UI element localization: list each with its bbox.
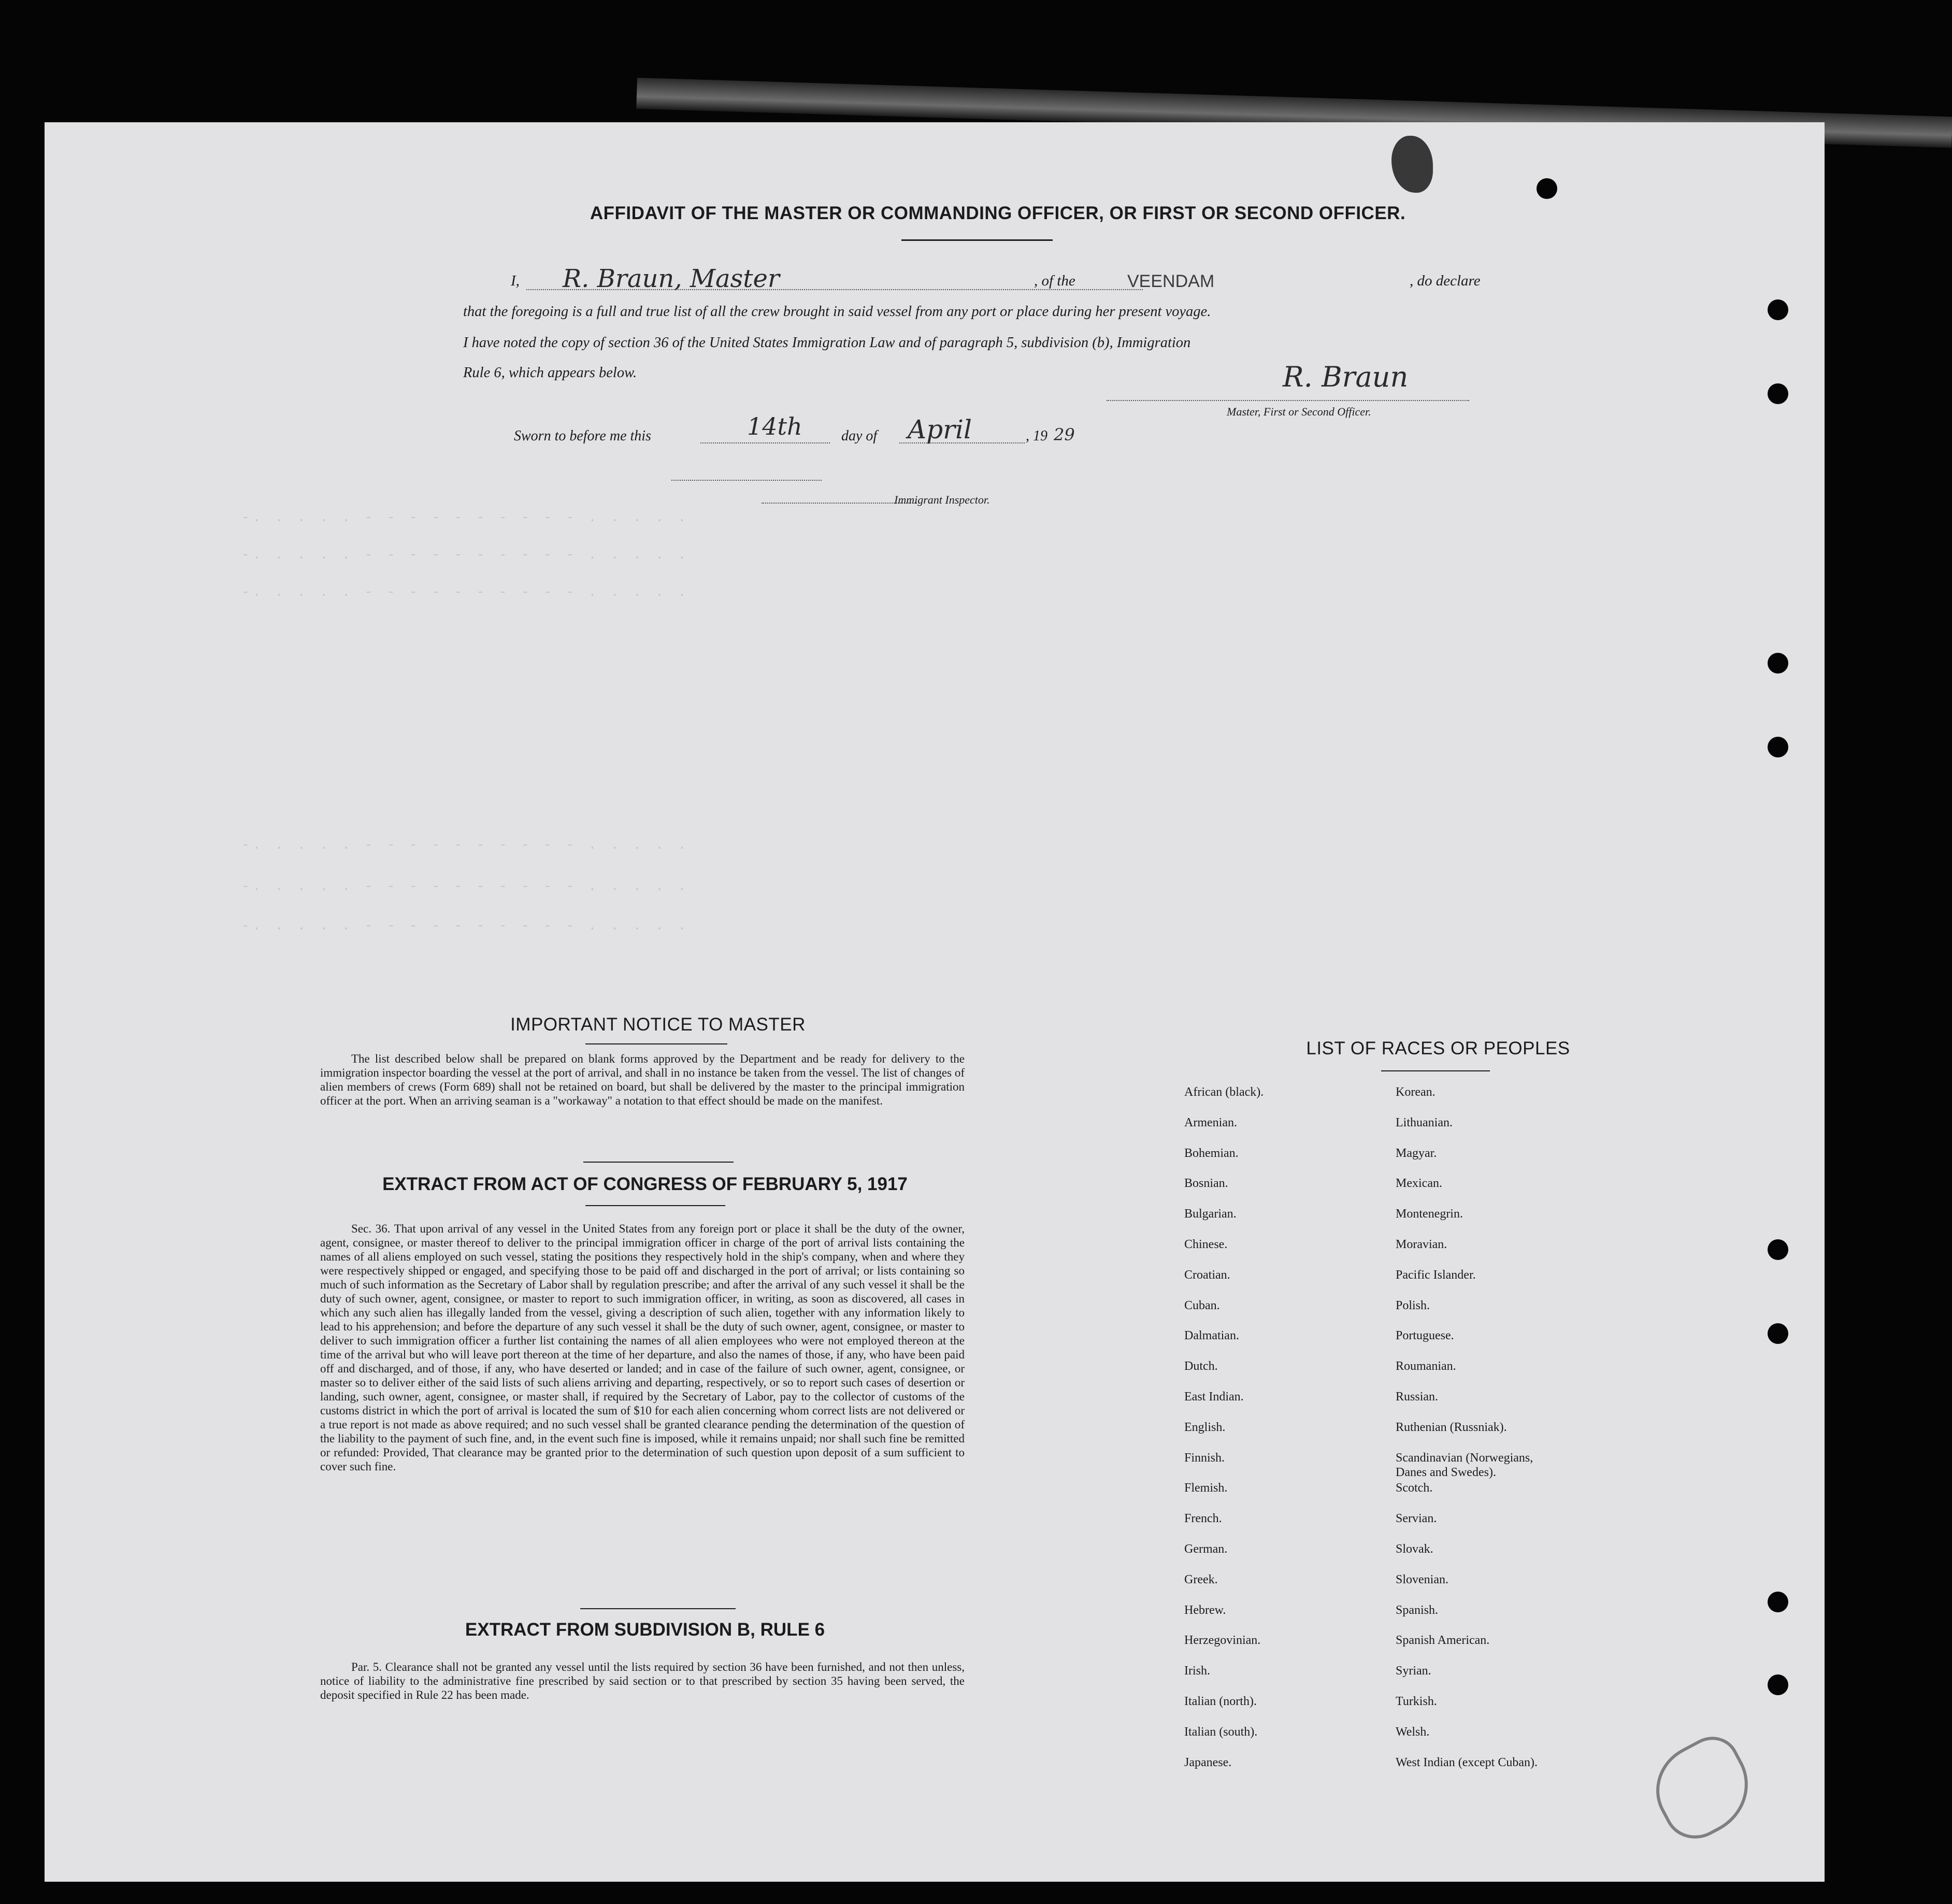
stamp-scribble xyxy=(1640,1727,1765,1850)
master-signature: R. Braun xyxy=(1283,361,1409,393)
notice-body xyxy=(320,1052,965,1108)
race-item: Pacific Islander. xyxy=(1396,1268,1476,1282)
ink-blot xyxy=(1391,136,1433,193)
rule-extract-body-text: Par. 5. Clearance shall not be granted any vessel until the lists required by section 36 have been furnished, and not then unless, notice of liability to the administrative fine prescribed by said section or to that prescribed by section 35 having been served, the deposit specified in Rule 22 has been made. xyxy=(320,1660,965,1701)
race-item: Polish. xyxy=(1396,1298,1430,1312)
sworn-year-prefix: , 19 xyxy=(1026,428,1047,444)
section-divider-1 xyxy=(583,1162,734,1163)
race-item: English. xyxy=(1184,1420,1226,1434)
race-item: Bohemian. xyxy=(1184,1146,1239,1160)
race-item: Montenegrin. xyxy=(1396,1207,1463,1221)
rule-extract-body xyxy=(320,1660,965,1702)
signature-line xyxy=(1107,400,1469,401)
race-item: Flemish. xyxy=(1184,1481,1228,1495)
race-item: Cuban. xyxy=(1184,1298,1220,1312)
sworn-prefix: Sworn to before me this xyxy=(514,428,651,444)
race-item: Moravian. xyxy=(1396,1237,1447,1251)
affidavit-line-1 xyxy=(511,264,1495,293)
race-item: Chinese. xyxy=(1184,1237,1228,1251)
signature-caption: Master, First or Second Officer. xyxy=(1227,405,1371,418)
race-item: Syrian. xyxy=(1396,1664,1431,1678)
inspector-line-2 xyxy=(762,503,917,504)
race-item: West Indian (except Cuban). xyxy=(1396,1755,1538,1769)
race-item: Mexican. xyxy=(1396,1177,1442,1191)
affidavit-title-rule xyxy=(901,239,1053,241)
race-item: Scandinavian (Norwegians, Danes and Swedes). xyxy=(1396,1451,1533,1479)
binder-hole xyxy=(1768,737,1788,757)
race-item: Spanish. xyxy=(1396,1603,1439,1617)
race-item: Irish. xyxy=(1184,1664,1210,1678)
race-item: Armenian. xyxy=(1184,1115,1237,1129)
affidavit-declare: , do declare xyxy=(1410,273,1481,289)
notice-title-rule xyxy=(585,1043,727,1044)
affidavit-title: AFFIDAVIT OF THE MASTER OR COMMANDING OFFICER, OR FIRST OR SECOND OFFICER. xyxy=(590,203,1406,223)
race-item: Portuguese. xyxy=(1396,1329,1454,1343)
race-item: Slovenian. xyxy=(1396,1572,1448,1586)
binder-hole xyxy=(1768,383,1788,404)
section-divider-2 xyxy=(580,1608,736,1609)
inspector-caption: Immigrant Inspector. xyxy=(894,493,990,506)
race-item: Turkish. xyxy=(1396,1694,1437,1708)
binder-hole xyxy=(1768,1592,1788,1612)
race-item: Russian. xyxy=(1396,1390,1439,1404)
races-right-column xyxy=(1396,1085,1624,1785)
act-extract-body-text: Sec. 36. That upon arrival of any vessel in the United States from any foreign port or place it shall be the duty of the owner, agent, consignee, or master thereof to deliver to the principal immigration officer in charge of the port of arrival lists containing the names of all aliens employed on such vessel, stating the positions they respectively hold in the ship's company, when and where they were respectively shipped or engaged, and specifying those to be paid off and discharged in the port of arrival; or lists containing so much of such information as the Secretary of Labor shall by regulation prescribe; and after the arrival of any such vessel it shall be the duty of such owner, agent, consignee, or master to report to such immigration officer, in writing, as soon as discovered, all cases in which any such alien has illegally landed from the vessel, giving a description of such alien, together with any information likely to lead to his apprehension; and before the departure of any such vessel it shall be the duty of such owner, agent, consignee, or master to deliver to such immigration officer a further list containing the names of all alien employees who were not employed thereon at the time of the arrival but who will leave port thereon at the time of her departure, and also the names of those, if any, who have been paid off and discharged, and of those, if any, who have deserted or landed; and in case of the failure of such owner, agent, consignee, or master so to deliver either of the said lists of such aliens arriving and departing, respectively, or so to report such cases of desertion or landing, such owner, agent, consignee, or master shall, if required by the Secretary of Labor, pay to the collector of customs of the customs district in which the port of arrival is located the sum of $10 for each alien concerning whom correct lists are not delivered or a true report is not made as above required; and no such vessel shall be granted clearance pending the determination of the question of the liability to the payment of such fine, and, in the event such fine is imposed, while it remains unpaid; nor shall such fine be remitted or refunded: Provided, That clearance may be granted prior to the determination of such question upon deposit of a sum sufficient to cover such fine. xyxy=(320,1222,965,1473)
affidavit-line-3: I have noted the copy of section 36 of the United States Immigration Law and of paragraph 5, subdivision (b), Immigration xyxy=(463,335,1191,351)
notice-title: IMPORTANT NOTICE TO MASTER xyxy=(510,1014,806,1035)
act-extract-title-rule xyxy=(585,1205,725,1206)
race-item: Hebrew. xyxy=(1184,1603,1226,1617)
inspector-line-1 xyxy=(671,480,822,481)
affidavit-line-4: Rule 6, which appears below. xyxy=(463,365,637,381)
vessel-name: VEENDAM xyxy=(1127,271,1215,291)
race-item: Greek. xyxy=(1184,1572,1218,1586)
races-title: LIST OF RACES OR PEOPLES xyxy=(1306,1038,1570,1058)
binder-hole xyxy=(1768,1239,1788,1260)
race-item: Finnish. xyxy=(1184,1451,1225,1465)
race-item: Scotch. xyxy=(1396,1481,1433,1495)
sworn-day-blank xyxy=(700,442,830,443)
race-item: Italian (north). xyxy=(1184,1694,1257,1708)
race-item: Japanese. xyxy=(1184,1755,1232,1769)
race-item: Herzegovinian. xyxy=(1184,1634,1261,1648)
binder-hole xyxy=(1768,653,1788,674)
race-item: Spanish American. xyxy=(1396,1634,1490,1648)
race-item: Bosnian. xyxy=(1184,1177,1228,1191)
race-item: Lithuanian. xyxy=(1396,1115,1453,1129)
rule-extract-title: EXTRACT FROM SUBDIVISION B, RULE 6 xyxy=(465,1620,825,1640)
race-item: Magyar. xyxy=(1396,1146,1437,1160)
sworn-day: 14th xyxy=(747,412,802,440)
notice-body-text: The list described below shall be prepared on blank forms approved by the Department and be ready for delivery to the immigration inspector boarding the vessel at the port of arrival, and shall in no instance be taken from the vessel. The list of changes of alien members of crews (Form 689) shall not be retained on board, but shall be delivered by the master to the principal immigration officer at the port. When an arriving seaman is a "workaway" a notation to that effect should be made on the manifest. xyxy=(320,1052,965,1107)
race-item: Dutch. xyxy=(1184,1359,1218,1373)
binder-hole xyxy=(1768,299,1788,320)
binder-hole xyxy=(1768,1323,1788,1344)
races-title-rule xyxy=(1381,1070,1490,1071)
race-item: African (black). xyxy=(1184,1085,1264,1099)
race-item: German. xyxy=(1184,1542,1228,1556)
affidavit-prefix: I, xyxy=(511,273,520,289)
sworn-year: 29 xyxy=(1054,425,1075,445)
signer-handwritten: R. Braun, Master xyxy=(563,264,780,293)
binder-hole xyxy=(1768,1674,1788,1695)
race-item: Bulgarian. xyxy=(1184,1207,1237,1221)
binder-hole xyxy=(1537,178,1557,199)
document-page: -. . . . . - - - - - - - - - - . . . . . -. . . . . - - - - - - - - - - . . . . . -. . . . . - - - - - - - - - - . . . . . -. . . . . - - - - - - - - - - . . . . . -. . . . . - - - - - - - - - - . . . . . -. . . . . - - - - - - - - - - . . . . . AFFIDAVIT OF THE MASTER OR COMMANDING OFFICER, OR FIRST OR SECOND OFFICER. I, R. Braun, Master , of the VEENDAM , do declare that the foregoing is a full and true list of all the crew brought in said vessel from any port or place during her present voyage. I have noted the copy of section 36 of the United States Immigration Law and of paragraph 5, subdivision (b), Immigration Rule 6, which appears below. R. Braun Master, First or Second Officer. Sworn to before me this 14th day of April , 19 29 Immigrant Inspector. IMPORTANT NOTICE TO MASTER The list described below shall be prepared on blank forms approved by the Department and be ready for delivery to the immigration inspector boarding the vessel at the port of arrival, and shall in no instance be taken from the vessel. The list of changes of alien members of crews (Form 689) shall not be retained on board, but shall be delivered by the master to the principal immigration officer at the port. When an arriving seaman is a "workaway" a notation to that effect should be made on the manifest. EXTRACT FROM ACT OF CONGRESS OF FEBRUARY 5, 1917 Sec. 36. That upon arrival of any vessel in the United States from any foreign port or place it shall be the duty of the owner, agent, consignee, or master thereof to deliver to the principal immigration officer in charge of the port of arrival lists containing the names of all aliens employed on such vessel, stating the positions they respectively hold in the ship's company, when and where they were respectively shipped or engaged, and specifying those to be paid off and discharged in the port of arrival; or lists containing so much of such information as the Secretary of Labor shall by regulation prescribe; and after the arrival of any such vessel it shall be the duty of such owner, agent, consignee, or master to report to such immigration officer, in writing, as soon as discovered, all cases in which any such alien has illegally landed from the vessel, giving a description of such alien, together with any information likely to lead to his apprehension; and before the departure of any such vessel it shall be the duty of such owner, agent, consignee, or master to deliver to such immigration officer a further list containing the names of all alien employees who were not employed thereon at the time of the arrival but who will leave port thereon at the time of her departure, and also the names of those, if any, who have been paid off and discharged, and of those, if any, who have deserted or landed; and in case of the failure of such owner, agent, consignee, or master so to deliver either of the said lists of such aliens arriving and departing, respectively, or so to report such cases of desertion or landing, such owner, agent, consignee, or master shall, if required by the Secretary of Labor, pay to the collector of customs of the customs district in which the port of arrival is located the sum of $10 for each alien concerning whom correct lists are not delivered or a true report is not made as above required; and no such vessel shall be granted clearance pending the determination of the question of the liability to the payment of such fine, and, in the event such fine is imposed, while it remains unpaid; nor shall such fine be remitted or refunded: Provided, That clearance may be granted prior to the determination of such question upon deposit of a sum sufficient to cover such fine. EXTRACT FROM SUBDIVISION B, RULE 6 Par. 5. Clearance shall not be granted any vessel until the lists required by section 36 have been furnished, and not then unless, notice of liability to the administrative fine prescribed by said section or to that prescribed by section 35 having been served, the deposit specified in Rule 22 has been made. LIST OF RACES OR PEOPLES African (black). Armenian. Bohemian. Bosnian. Bulgarian. Chinese. Croatian. Cuban. Dalmatian. Dutch. East Indian. English. Finnish. Flemish. French. German. Greek. Hebrew. Herzegovinian. Irish. Italian (north). Italian (south). Japanese. Korean. Lithuanian. Magyar. Mexican. Montenegrin. Moravian. Pacific Islander. Polish. Portuguese. Roumanian. Russian. Ruthenian (Russniak). Scandinavian (Norwegians, Danes and Swedes). Scotch. Servian. Slovak. Slovenian. Spanish. Spanish American. Syrian. Turkish. Welsh. West Indian (except Cuban). xyxy=(45,122,1825,1882)
act-extract-title: EXTRACT FROM ACT OF CONGRESS OF FEBRUARY 5, 1917 xyxy=(382,1174,908,1194)
race-item: Servian. xyxy=(1396,1512,1437,1526)
affidavit-line-2: that the foregoing is a full and true list of all the crew brought in said vessel from any port or place during her present voyage. xyxy=(463,304,1211,320)
race-item: Roumanian. xyxy=(1396,1359,1456,1373)
affidavit-of-the: , of the xyxy=(1034,273,1075,289)
race-item: Welsh. xyxy=(1396,1725,1430,1739)
race-item: French. xyxy=(1184,1512,1222,1526)
sworn-day-of: day of xyxy=(841,428,878,444)
race-item: Korean. xyxy=(1396,1085,1436,1099)
sworn-line xyxy=(514,412,1239,459)
act-extract-body xyxy=(320,1222,965,1473)
race-item: Slovak. xyxy=(1396,1542,1433,1556)
race-item: East Indian. xyxy=(1184,1390,1244,1404)
race-item: Croatian. xyxy=(1184,1268,1230,1282)
race-item: Italian (south). xyxy=(1184,1725,1258,1739)
races-left-column xyxy=(1184,1085,1402,1785)
sworn-month: April xyxy=(908,414,972,445)
race-item: Dalmatian. xyxy=(1184,1329,1239,1343)
race-item: Ruthenian (Russniak). xyxy=(1396,1420,1507,1434)
